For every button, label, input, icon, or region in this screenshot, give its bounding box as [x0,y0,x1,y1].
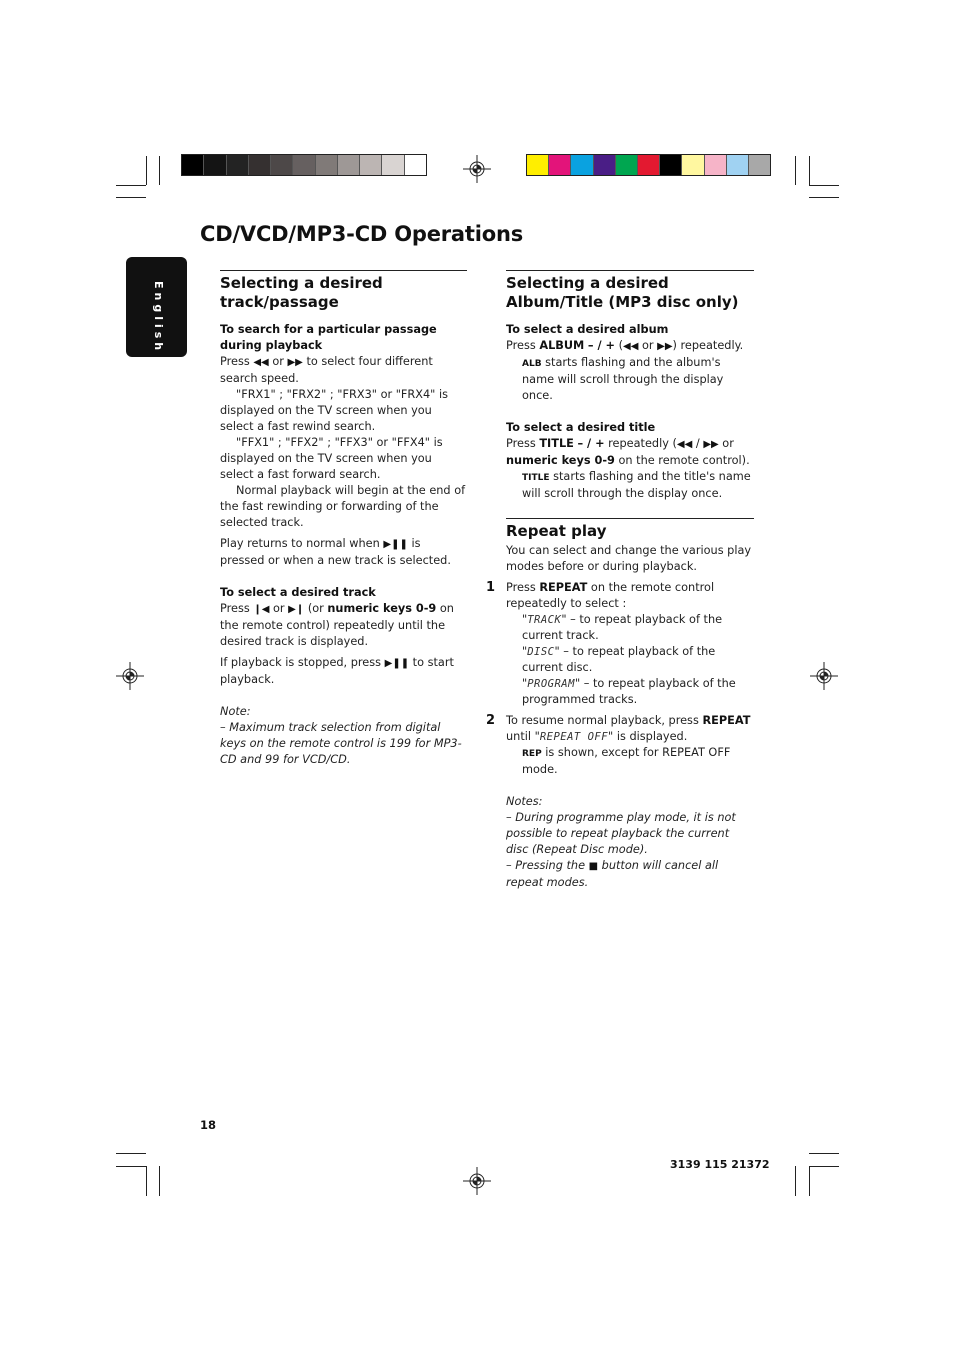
left-column [220,270,467,768]
crop-mark [809,1166,839,1167]
paragraph: "FFX1" ; "FFX2" ; "FFX3" or "FFX4" is [236,436,443,449]
calibration-swatch [638,155,660,175]
calibration-swatch [316,155,338,175]
calibration-swatch [293,155,315,175]
paragraph: TITLE starts flashing and the title's name will scroll through the display once. [522,470,751,500]
lcd-text: DISC [527,646,555,658]
crop-mark [809,185,839,186]
crop-mark [809,156,810,185]
crop-mark [159,156,160,185]
subheading: To select a desired title [506,421,656,434]
calibration-swatch [705,155,727,175]
calibration-swatch [749,155,770,175]
notes-label: Notes: [506,795,543,808]
note-label: Note: [220,705,251,718]
color-calibration-bar [526,154,771,176]
fast-forward-icon: ▶▶ [657,341,673,352]
calibration-swatch [527,155,549,175]
registration-mark-icon [463,1167,491,1195]
paragraph: You can select and change the various play modes before or during playback. [506,544,752,573]
language-tab-label: English [152,281,165,355]
calibration-swatch [360,155,382,175]
play-pause-icon: ▶❚❚ [383,539,408,550]
paragraph: ALB starts flashing and the album's name will scroll through the display once. [522,356,724,402]
registration-mark-icon [810,662,838,690]
paragraph: "FRX1" ; "FRX2" ; "FRX3" or "FRX4" is [236,388,448,401]
crop-mark [116,1153,146,1154]
stop-icon: ■ [588,861,599,872]
crop-mark [159,1166,160,1196]
lcd-text: PROGRAM [527,678,575,690]
fast-forward-icon: ▶▶ [287,357,303,368]
rewind-icon: ◀◀ [676,439,693,450]
next-track-icon: ▶❙ [288,604,305,615]
lcd-text: REPEAT OFF [539,731,609,743]
subheading: To search for a particular passage during playback [220,323,437,352]
page-number: 18 [200,1118,217,1132]
language-tab [126,257,187,357]
fast-forward-icon: ▶▶ [703,439,719,450]
paragraph: Press ALBUM – / + (◀◀ or ▶▶) repeatedly. [506,339,744,352]
calibration-swatch [405,155,426,175]
step-2: 2 To resume normal playback, press REPEAT until "REPEAT OFF" is displayed. REP is shown, except for REPEAT OFF mode. [486,713,751,776]
calibration-swatch [338,155,360,175]
crop-mark [146,1166,147,1196]
registration-mark-icon [116,662,144,690]
crop-mark [809,1166,810,1196]
paragraph: Press TITLE – / + repeatedly (◀◀ / ▶▶ or numeric keys 0-9 on the remote control). [506,437,750,467]
calibration-swatch [571,155,593,175]
grayscale-calibration-bar [181,154,427,176]
calibration-swatch [660,155,682,175]
crop-mark [795,1166,796,1196]
section-heading: Selecting a desired track/passage [220,270,467,312]
calibration-swatch [549,155,571,175]
section-heading: Repeat play [506,518,754,541]
paragraph: Press ◀◀ or ▶▶ to select four different search speed. [220,355,433,385]
paragraph: If playback is stopped, press ▶❚❚ to start playback. [220,656,454,686]
calibration-swatch [227,155,249,175]
rewind-icon: ◀◀ [623,341,639,352]
step-1: 1 Press REPEAT on the remote control repeatedly to select : "TRACK" – to repeat playback of the current track. "DISC" – to repeat playback of the current disc. "PROGRAM" – to repeat playback of the programmed tracks. [486,580,736,706]
registration-mark-icon [463,155,491,183]
crop-mark [116,185,146,186]
subheading: To select a desired track [220,586,376,599]
rewind-icon: ◀◀ [253,357,269,368]
section-heading: Selecting a desired Album/Title (MP3 disc only) [506,270,754,312]
calibration-swatch [249,155,271,175]
crop-mark [146,156,147,185]
note-text: – Pressing the ■ button will cancel all repeat modes. [506,859,719,889]
document-code: 3139 115 21372 [670,1158,770,1171]
right-column [486,270,754,891]
paragraph: displayed on the TV screen when you select a fast rewind search. [220,404,432,433]
crop-mark [116,197,146,198]
calibration-swatch [204,155,226,175]
subheading: To select a desired album [506,323,669,336]
crop-mark [809,1153,839,1154]
crop-mark [809,197,839,198]
calibration-swatch [182,155,204,175]
paragraph: Normal playback will begin at the end of the fast rewinding or forwarding of the selected track. [220,484,466,529]
note-text: – During programme play mode, it is not possible to repeat playback the current disc (Repeat Disc mode). [506,811,736,856]
crop-mark [116,1166,146,1167]
crop-mark [795,156,796,185]
paragraph: displayed on the TV screen when you select a fast forward search. [220,452,432,481]
note-text: – Maximum track selection from digital keys on the remote control is 199 for MP3-CD and 99 for VCD/CD. [220,721,462,766]
calibration-swatch [727,155,749,175]
lcd-text: TRACK [527,614,562,626]
calibration-swatch [271,155,293,175]
page-title: CD/VCD/MP3-CD Operations [200,222,524,246]
calibration-swatch [616,155,638,175]
calibration-swatch [594,155,616,175]
calibration-swatch [682,155,704,175]
play-pause-icon: ▶❚❚ [384,658,410,669]
paragraph: Press ❙◀ or ▶❙ (or numeric keys 0-9 on the remote control) repeatedly until the desired track is displayed. [220,602,454,648]
calibration-swatch [382,155,404,175]
paragraph: Play returns to normal when ▶❚❚ is pressed or when a new track is selected. [220,537,451,567]
previous-track-icon: ❙◀ [253,604,270,615]
